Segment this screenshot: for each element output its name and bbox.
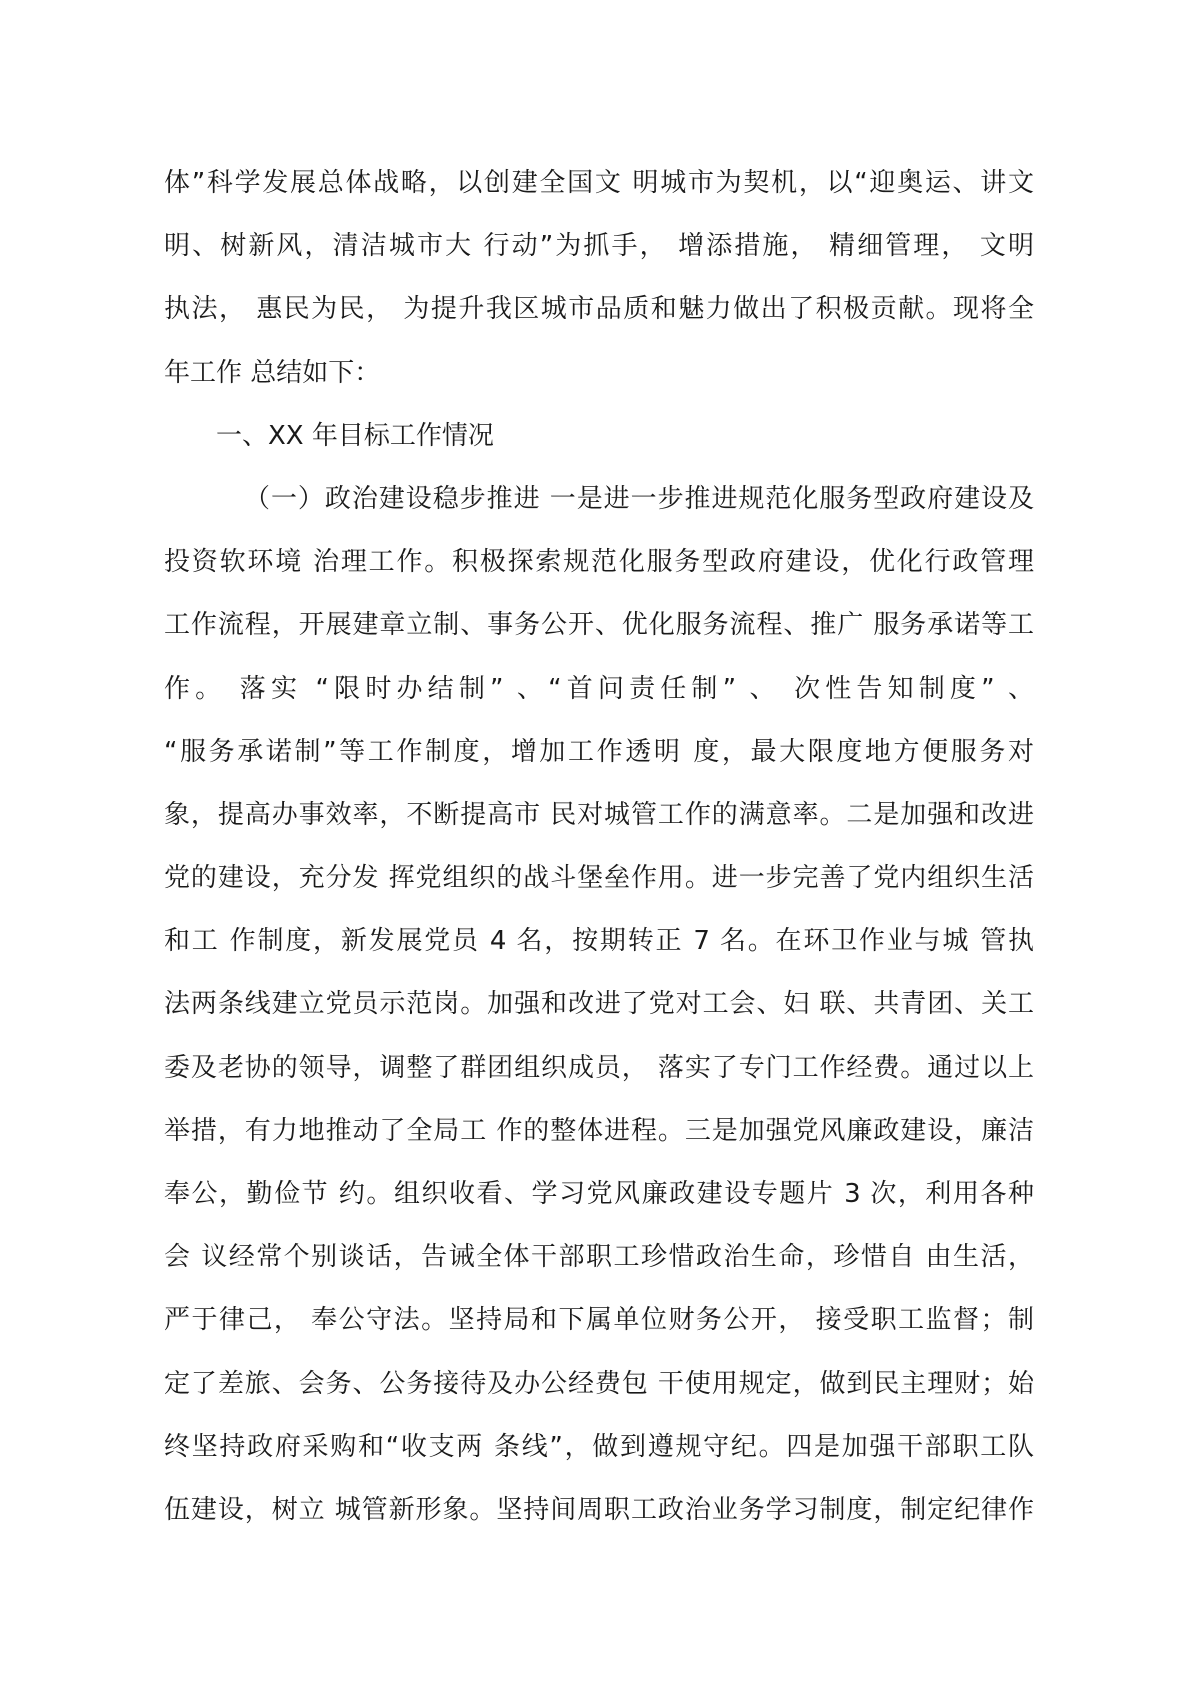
text-line: “服务承诺制”等工作制度，增加工作透明 度，最大限度地方便服务对 <box>164 736 1034 767</box>
text-line: 法两条线建立党员示范岗。加强和改进了党对工会、妇 联、共青团、关工 <box>164 989 1034 1020</box>
text-line: 委及老协的领导，调整了群团组织成员， 落实了专门工作经费。通过以上 <box>164 1052 1034 1083</box>
text-line: 体”科学发展总体战略，以创建全国文 明城市为契机，以“迎奥运、讲文 <box>164 168 1034 198</box>
text-line: 奉公，勤俭节 约。组织收看、学习党风廉政建设专题片 3 次，利用各种 <box>164 1179 1034 1209</box>
text-line: 会 议经常个别谈话，告诫全体干部职工珍惜政治生命，珍惜自 由生活， <box>164 1242 1034 1273</box>
section-heading: 一、XX 年目标工作情况 <box>216 420 494 451</box>
text-line: 举措，有力地推动了全局工 作的整体进程。三是加强党风廉政建设，廉洁 <box>164 1115 1034 1146</box>
subsection-heading: （一）政治建设稳步推进 一是进一步推进规范化服务型政府建设及 <box>244 483 1034 514</box>
text-line: 定了差旅、会务、公务接待及办公经费包 干使用规定，做到民主理财；始 <box>164 1368 1034 1399</box>
document-body <box>164 152 1034 1542</box>
text-line: 党的建设，充分发 挥党组织的战斗堡垒作用。进一步完善了党内组织生活 <box>164 863 1034 894</box>
text-line: 作。 落实 “限时办结制” 、“首问责任制” 、 次性告知制度” 、 <box>164 673 1034 704</box>
text-line: 伍建设，树立 城管新形象。坚持间周职工政治业务学习制度，制定纪律作 <box>164 1494 1034 1525</box>
text-line: 明、树新风，清洁城市大 行动”为抓手， 增添措施， 精细管理， 文明 <box>164 231 1034 262</box>
text-line: 年工作 总结如下： <box>164 357 381 388</box>
text-line: 严于律己， 奉公守法。坚持局和下属单位财务公开， 接受职工监督；制 <box>164 1305 1034 1336</box>
text-line: 终坚持政府采购和“收支两 条线”，做到遵规守纪。四是加强干部职工队 <box>164 1431 1034 1462</box>
text-line: 投资软环境 治理工作。积极探索规范化服务型政府建设，优化行政管理 <box>164 547 1034 578</box>
text-line: 和工 作制度，新发展党员 4 名，按期转正 7 名。在环卫作业与城 管执 <box>164 926 1034 957</box>
text-line: 象，提高办事效率，不断提高市 民对城管工作的满意率。二是加强和改进 <box>164 799 1034 830</box>
text-line: 工作流程，开展建章立制、事务公开、优化服务流程、推广 服务承诺等工 <box>164 610 1034 641</box>
text-line: 执法， 惠民为民， 为提升我区城市品质和魅力做出了积极贡献。现将全 <box>164 294 1034 325</box>
